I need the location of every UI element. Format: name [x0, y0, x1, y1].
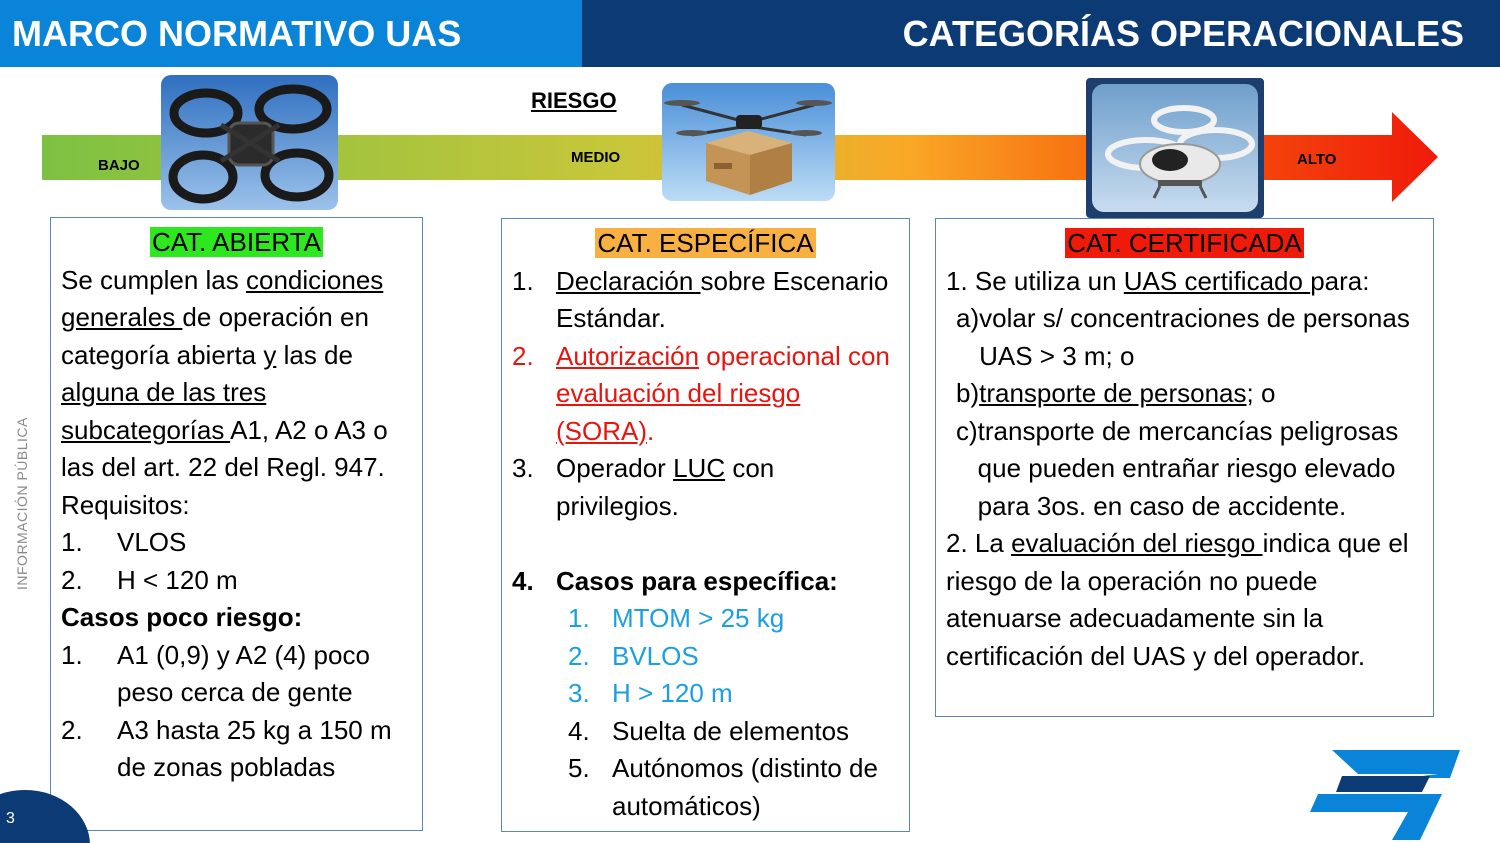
risk-medium-label: MEDIO — [571, 149, 621, 166]
specific-case: 4. Suelta de elementos — [568, 715, 850, 746]
open-category-title: CAT. ABIERTA — [151, 227, 322, 257]
specific-item-2: 2. Autorización operacional con evaluación del riesgo (SORA). — [512, 340, 890, 446]
specific-case: 3. H > 120 m — [568, 678, 733, 708]
certified-point-2: 2. La evaluación del riesgo indica que el riesgo de la operación no puede atenuarse adecuadamente sin la certificación del UAS y del operador. — [946, 528, 1409, 671]
specific-category-title: CAT. ESPECÍFICA — [597, 228, 814, 258]
certified-category-title: CAT. CERTIFICADA — [1067, 228, 1302, 258]
requirement-item: 1. VLOS — [61, 527, 187, 557]
requirements-label: Requisitos: — [61, 489, 190, 520]
certified-sub-a: a) volar s/ concentraciones de personas UAS > 3 m; o — [956, 303, 1410, 371]
specific-item-4: 4. Casos para específica: — [512, 565, 838, 596]
risk-high-label: ALTO — [1297, 151, 1337, 168]
specific-case: 5. Autónomos (distinto de automáticos) — [568, 753, 878, 821]
header-left-title: MARCO NORMATIVO UAS — [12, 13, 462, 54]
public-information-label: INFORMACIÓN PÚBLICA — [14, 417, 30, 590]
low-risk-label: Casos poco riesgo: — [61, 602, 303, 632]
requirement-item: 2. H < 120 m — [61, 564, 238, 595]
page-number: 3 — [6, 810, 15, 827]
risk-title: RIESGO — [531, 88, 617, 113]
quadcopter-drone-photo — [161, 75, 338, 210]
certified-sub-c: c) transporte de mercancías peligrosas que pueden entrañar riesgo elevado para 3os. en caso de accidente. — [956, 415, 1399, 521]
specific-case: 1. MTOM > 25 kg — [568, 603, 785, 633]
specific-category-box — [501, 218, 910, 832]
header-right-title: CATEGORÍAS OPERACIONALES — [902, 13, 1464, 54]
open-category-box — [50, 217, 423, 831]
certified-sub-b: b) transporte de personas; o — [956, 378, 1276, 408]
aesa-logo — [1310, 750, 1460, 840]
low-risk-item: 2. A3 hasta 25 kg a 150 m de zonas pobladas — [61, 714, 392, 782]
open-intro: Se cumplen las condiciones generales de operación en categoría abierta y las de alguna de las tres subcategorías A1, A2 o A3 o las del art. 22 del Regl. 947. — [61, 264, 388, 482]
certified-point-1: 1. Se utiliza un UAS certificado para: — [946, 265, 1370, 296]
specific-case: 2. BVLOS — [568, 640, 699, 671]
air-taxi-photo — [1086, 78, 1264, 218]
specific-item-1: 1. Declaración sobre Escenario Estándar. — [512, 265, 889, 333]
risk-low-label: BAJO — [98, 157, 140, 174]
delivery-drone-box-photo — [662, 83, 835, 201]
certified-category-box — [935, 218, 1434, 717]
low-risk-item: 1. A1 (0,9) y A2 (4) poco peso cerca de gente — [61, 639, 370, 707]
specific-item-3: 3. Operador LUC con privilegios. — [512, 453, 775, 521]
